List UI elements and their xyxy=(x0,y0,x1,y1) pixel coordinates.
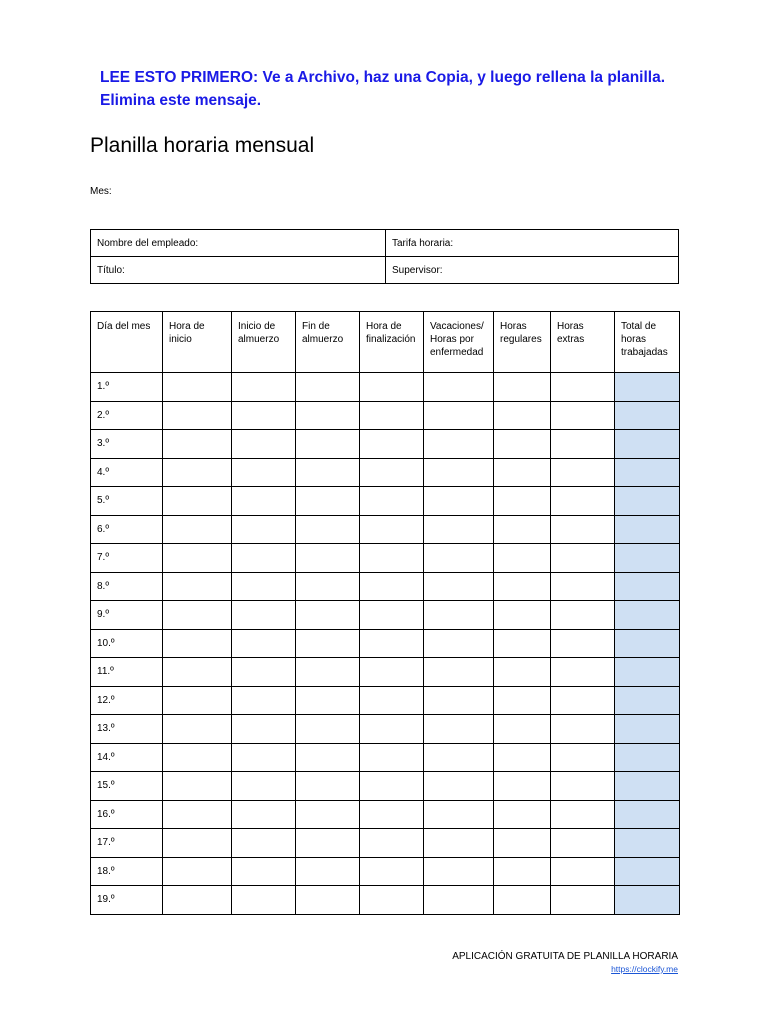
day-label: 6.º xyxy=(91,515,163,544)
timesheet-header-row xyxy=(91,312,680,373)
time-entry-cell[interactable] xyxy=(296,743,360,772)
column-header: Hora de finalización xyxy=(360,312,424,373)
table-row xyxy=(91,544,680,573)
time-entry-cell[interactable] xyxy=(232,515,296,544)
table-row xyxy=(91,487,680,516)
time-entry-cell[interactable] xyxy=(551,829,615,858)
total-hours-cell[interactable] xyxy=(615,886,680,915)
time-entry-cell[interactable] xyxy=(551,515,615,544)
total-hours-cell[interactable] xyxy=(615,572,680,601)
table-row xyxy=(91,601,680,630)
hourly-rate-field[interactable]: Tarifa horaria: xyxy=(386,230,679,257)
table-row xyxy=(91,743,680,772)
table-row xyxy=(91,715,680,744)
time-entry-cell[interactable] xyxy=(360,629,424,658)
supervisor-field[interactable]: Supervisor: xyxy=(386,257,679,284)
time-entry-cell[interactable] xyxy=(163,601,232,630)
time-entry-cell[interactable] xyxy=(424,487,494,516)
time-entry-cell[interactable] xyxy=(551,686,615,715)
day-label: 5.º xyxy=(91,487,163,516)
time-entry-cell[interactable] xyxy=(232,829,296,858)
time-entry-cell[interactable] xyxy=(424,458,494,487)
timesheet-table xyxy=(90,311,680,915)
time-entry-cell[interactable] xyxy=(494,772,551,801)
total-hours-cell[interactable] xyxy=(615,430,680,459)
time-entry-cell[interactable] xyxy=(296,686,360,715)
column-header: Vacaciones/ Horas por enfermedad xyxy=(424,312,494,373)
time-entry-cell[interactable] xyxy=(163,544,232,573)
time-entry-cell[interactable] xyxy=(424,572,494,601)
time-entry-cell[interactable] xyxy=(494,430,551,459)
total-hours-cell[interactable] xyxy=(615,743,680,772)
time-entry-cell[interactable] xyxy=(163,458,232,487)
time-entry-cell[interactable] xyxy=(494,743,551,772)
time-entry-cell[interactable] xyxy=(163,658,232,687)
time-entry-cell[interactable] xyxy=(424,800,494,829)
day-label: 11.º xyxy=(91,658,163,687)
total-hours-cell[interactable] xyxy=(615,829,680,858)
table-row xyxy=(91,686,680,715)
day-label: 13.º xyxy=(91,715,163,744)
time-entry-cell[interactable] xyxy=(163,572,232,601)
time-entry-cell[interactable] xyxy=(424,772,494,801)
time-entry-cell[interactable] xyxy=(163,829,232,858)
table-row xyxy=(91,658,680,687)
day-label: 19.º xyxy=(91,886,163,915)
time-entry-cell[interactable] xyxy=(296,401,360,430)
time-entry-cell[interactable] xyxy=(551,743,615,772)
time-entry-cell[interactable] xyxy=(424,601,494,630)
time-entry-cell[interactable] xyxy=(360,515,424,544)
table-row xyxy=(91,857,680,886)
time-entry-cell[interactable] xyxy=(296,515,360,544)
time-entry-cell[interactable] xyxy=(360,772,424,801)
time-entry-cell[interactable] xyxy=(232,430,296,459)
time-entry-cell[interactable] xyxy=(232,743,296,772)
time-entry-cell[interactable] xyxy=(296,800,360,829)
time-entry-cell[interactable] xyxy=(232,857,296,886)
time-entry-cell[interactable] xyxy=(163,772,232,801)
footer xyxy=(452,951,678,974)
day-label: 10.º xyxy=(91,629,163,658)
employee-name-field[interactable]: Nombre del empleado: xyxy=(91,230,386,257)
time-entry-cell[interactable] xyxy=(232,544,296,573)
time-entry-cell[interactable] xyxy=(494,458,551,487)
time-entry-cell[interactable] xyxy=(551,715,615,744)
day-label: 7.º xyxy=(91,544,163,573)
time-entry-cell[interactable] xyxy=(163,686,232,715)
month-label: Mes: xyxy=(90,186,112,197)
time-entry-cell[interactable] xyxy=(163,886,232,915)
day-label: 3.º xyxy=(91,430,163,459)
time-entry-cell[interactable] xyxy=(163,401,232,430)
time-entry-cell[interactable] xyxy=(296,458,360,487)
time-entry-cell[interactable] xyxy=(296,857,360,886)
day-label: 17.º xyxy=(91,829,163,858)
day-label: 16.º xyxy=(91,800,163,829)
time-entry-cell[interactable] xyxy=(494,601,551,630)
table-row xyxy=(91,829,680,858)
time-entry-cell[interactable] xyxy=(296,715,360,744)
time-entry-cell[interactable] xyxy=(424,629,494,658)
time-entry-cell[interactable] xyxy=(296,572,360,601)
day-label: 2.º xyxy=(91,401,163,430)
time-entry-cell[interactable] xyxy=(232,715,296,744)
employee-info-table xyxy=(90,229,679,284)
time-entry-cell[interactable] xyxy=(296,487,360,516)
time-entry-cell[interactable] xyxy=(360,572,424,601)
time-entry-cell[interactable] xyxy=(360,857,424,886)
time-entry-cell[interactable] xyxy=(360,686,424,715)
table-row xyxy=(91,629,680,658)
table-row xyxy=(91,458,680,487)
total-hours-cell[interactable] xyxy=(615,401,680,430)
time-entry-cell[interactable] xyxy=(296,430,360,459)
total-hours-cell[interactable] xyxy=(615,800,680,829)
time-entry-cell[interactable] xyxy=(232,487,296,516)
time-entry-cell[interactable] xyxy=(360,458,424,487)
time-entry-cell[interactable] xyxy=(360,430,424,459)
time-entry-cell[interactable] xyxy=(296,886,360,915)
time-entry-cell[interactable] xyxy=(163,515,232,544)
time-entry-cell[interactable] xyxy=(232,601,296,630)
day-label: 15.º xyxy=(91,772,163,801)
time-entry-cell[interactable] xyxy=(494,373,551,402)
time-entry-cell[interactable] xyxy=(551,658,615,687)
time-entry-cell[interactable] xyxy=(424,715,494,744)
time-entry-cell[interactable] xyxy=(232,886,296,915)
total-hours-cell[interactable] xyxy=(615,686,680,715)
time-entry-cell[interactable] xyxy=(232,572,296,601)
column-header: Horas regulares xyxy=(494,312,551,373)
clockify-link[interactable]: https://clockify.me xyxy=(611,964,678,974)
time-entry-cell[interactable] xyxy=(494,572,551,601)
total-hours-cell[interactable] xyxy=(615,629,680,658)
total-hours-cell[interactable] xyxy=(615,857,680,886)
time-entry-cell[interactable] xyxy=(551,800,615,829)
time-entry-cell[interactable] xyxy=(232,772,296,801)
time-entry-cell[interactable] xyxy=(296,829,360,858)
time-entry-cell[interactable] xyxy=(360,373,424,402)
time-entry-cell[interactable] xyxy=(296,544,360,573)
time-entry-cell[interactable] xyxy=(551,544,615,573)
time-entry-cell[interactable] xyxy=(494,401,551,430)
time-entry-cell[interactable] xyxy=(163,743,232,772)
day-label: 4.º xyxy=(91,458,163,487)
time-entry-cell[interactable] xyxy=(163,487,232,516)
time-entry-cell[interactable] xyxy=(424,544,494,573)
table-row xyxy=(91,572,680,601)
time-entry-cell[interactable] xyxy=(494,686,551,715)
table-row xyxy=(91,886,680,915)
time-entry-cell[interactable] xyxy=(296,629,360,658)
time-entry-cell[interactable] xyxy=(163,715,232,744)
time-entry-cell[interactable] xyxy=(296,658,360,687)
time-entry-cell[interactable] xyxy=(360,401,424,430)
total-hours-cell[interactable] xyxy=(615,544,680,573)
total-hours-cell[interactable] xyxy=(615,373,680,402)
time-entry-cell[interactable] xyxy=(296,373,360,402)
instruction-notice: LEE ESTO PRIMERO: Ve a Archivo, haz una Copia, y luego rellena la planilla. Elimina este mensaje. xyxy=(100,69,666,109)
time-entry-cell[interactable] xyxy=(424,686,494,715)
time-entry-cell[interactable] xyxy=(494,515,551,544)
job-title-field[interactable]: Título: xyxy=(91,257,386,284)
time-entry-cell[interactable] xyxy=(494,629,551,658)
table-row xyxy=(91,800,680,829)
time-entry-cell[interactable] xyxy=(232,800,296,829)
time-entry-cell[interactable] xyxy=(360,658,424,687)
time-entry-cell[interactable] xyxy=(360,487,424,516)
column-header: Horas extras xyxy=(551,312,615,373)
time-entry-cell[interactable] xyxy=(424,373,494,402)
time-entry-cell[interactable] xyxy=(551,857,615,886)
column-header: Fin de almuerzo xyxy=(296,312,360,373)
total-hours-cell[interactable] xyxy=(615,487,680,516)
time-entry-cell[interactable] xyxy=(424,829,494,858)
time-entry-cell[interactable] xyxy=(163,629,232,658)
time-entry-cell[interactable] xyxy=(163,373,232,402)
time-entry-cell[interactable] xyxy=(494,800,551,829)
time-entry-cell[interactable] xyxy=(232,658,296,687)
time-entry-cell[interactable] xyxy=(424,743,494,772)
column-header: Total de horas trabajadas xyxy=(615,312,680,373)
total-hours-cell[interactable] xyxy=(615,601,680,630)
total-hours-cell[interactable] xyxy=(615,458,680,487)
time-entry-cell[interactable] xyxy=(551,373,615,402)
time-entry-cell[interactable] xyxy=(494,857,551,886)
time-entry-cell[interactable] xyxy=(296,772,360,801)
footer-label: APLICACIÓN GRATUITA DE PLANILLA HORARIA xyxy=(452,951,678,962)
time-entry-cell[interactable] xyxy=(424,401,494,430)
time-entry-cell[interactable] xyxy=(494,658,551,687)
table-row xyxy=(91,373,680,402)
time-entry-cell[interactable] xyxy=(360,544,424,573)
time-entry-cell[interactable] xyxy=(360,743,424,772)
time-entry-cell[interactable] xyxy=(360,715,424,744)
column-header: Hora de inicio xyxy=(163,312,232,373)
time-entry-cell[interactable] xyxy=(494,487,551,516)
time-entry-cell[interactable] xyxy=(424,886,494,915)
column-header: Inicio de almuerzo xyxy=(232,312,296,373)
day-label: 1.º xyxy=(91,373,163,402)
time-entry-cell[interactable] xyxy=(424,430,494,459)
total-hours-cell[interactable] xyxy=(615,772,680,801)
table-row xyxy=(91,430,680,459)
table-row xyxy=(91,515,680,544)
time-entry-cell[interactable] xyxy=(424,857,494,886)
total-hours-cell[interactable] xyxy=(615,715,680,744)
time-entry-cell[interactable] xyxy=(424,515,494,544)
column-header: Día del mes xyxy=(91,312,163,373)
time-entry-cell[interactable] xyxy=(360,886,424,915)
time-entry-cell[interactable] xyxy=(494,544,551,573)
time-entry-cell[interactable] xyxy=(360,601,424,630)
time-entry-cell[interactable] xyxy=(163,857,232,886)
time-entry-cell[interactable] xyxy=(494,715,551,744)
time-entry-cell[interactable] xyxy=(232,458,296,487)
time-entry-cell[interactable] xyxy=(360,829,424,858)
time-entry-cell[interactable] xyxy=(232,401,296,430)
time-entry-cell[interactable] xyxy=(551,772,615,801)
time-entry-cell[interactable] xyxy=(551,629,615,658)
day-label: 14.º xyxy=(91,743,163,772)
time-entry-cell[interactable] xyxy=(360,800,424,829)
time-entry-cell[interactable] xyxy=(551,487,615,516)
time-entry-cell[interactable] xyxy=(163,430,232,459)
time-entry-cell[interactable] xyxy=(424,658,494,687)
time-entry-cell[interactable] xyxy=(551,601,615,630)
day-label: 8.º xyxy=(91,572,163,601)
time-entry-cell[interactable] xyxy=(551,572,615,601)
time-entry-cell[interactable] xyxy=(551,430,615,459)
total-hours-cell[interactable] xyxy=(615,658,680,687)
time-entry-cell[interactable] xyxy=(163,800,232,829)
time-entry-cell[interactable] xyxy=(296,601,360,630)
day-label: 12.º xyxy=(91,686,163,715)
day-label: 9.º xyxy=(91,601,163,630)
day-label: 18.º xyxy=(91,857,163,886)
page-title: Planilla horaria mensual xyxy=(90,134,315,157)
time-entry-cell[interactable] xyxy=(232,686,296,715)
total-hours-cell[interactable] xyxy=(615,515,680,544)
time-entry-cell[interactable] xyxy=(551,886,615,915)
time-entry-cell[interactable] xyxy=(232,373,296,402)
time-entry-cell[interactable] xyxy=(494,886,551,915)
time-entry-cell[interactable] xyxy=(551,401,615,430)
table-row xyxy=(91,401,680,430)
time-entry-cell[interactable] xyxy=(494,829,551,858)
table-row xyxy=(91,772,680,801)
time-entry-cell[interactable] xyxy=(551,458,615,487)
time-entry-cell[interactable] xyxy=(232,629,296,658)
